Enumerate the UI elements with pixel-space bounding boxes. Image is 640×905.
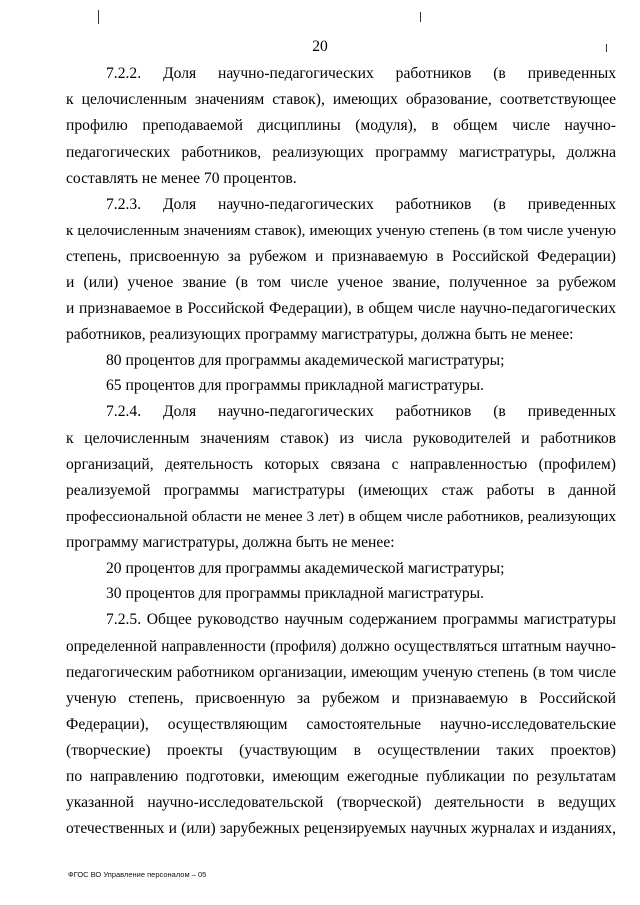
text-line: 20 процентов для программы академической магистратуры;	[106, 560, 505, 577]
text-line: и (или) ученое звание (в том числе ученое звание, полученное за рубежом	[66, 274, 616, 291]
text-line: 80 процентов для программы академической магистратуры;	[106, 352, 505, 369]
text-line: к целочисленным значениям ставок), имеющих образование, соответствующее	[66, 91, 616, 108]
text-line: (творческие) проекты (участвующим в осуществлении таких проектов)	[66, 742, 616, 759]
text-line: составлять не менее 70 процентов.	[66, 170, 297, 187]
text-line: Федерации), осуществляющим самостоятельные научно-исследовательские	[66, 716, 616, 733]
text-line: педагогических работников, реализующих программу магистратуры, должна	[66, 144, 616, 161]
page-number: 20	[312, 38, 328, 55]
document-footer: ФГОС ВО Управление персоналом – 05	[68, 870, 207, 879]
text-line: 65 процентов для программы прикладной магистратуры.	[106, 377, 484, 394]
text-line: 7.2.2. Доля научно-педагогических работников (в приведенных	[106, 65, 616, 82]
text-line: отечественных и (или) зарубежных рецензируемых научных журналах и изданиях,	[66, 820, 616, 837]
text-line: реализуемой программы магистратуры (имеющих стаж работы в данной	[66, 482, 616, 499]
text-line: работников, реализующих программу магистратуры, должна быть не менее:	[66, 326, 574, 343]
text-line: к целочисленным значениям ставок), имеющих ученую степень (в том числе ученую	[66, 223, 616, 239]
text-line: указанной научно-исследовательской (творческой) деятельности в ведущих	[66, 794, 616, 811]
text-line: 7.2.3. Доля научно-педагогических работников (в приведенных	[106, 196, 616, 213]
scan-mark	[420, 12, 421, 22]
text-line: по направлению подготовки, имеющим ежегодные публикации по результатам	[66, 768, 616, 785]
text-line: и признаваемое в Российской Федерации), в общем числе научно-педагогических	[66, 300, 616, 317]
text-line: степень, присвоенную за рубежом и признаваемую в Российской Федерации)	[66, 248, 616, 265]
text-line: программу магистратуры, должна быть не менее:	[66, 534, 395, 551]
text-line: организаций, деятельность которых связана с направленностью (профилем)	[66, 456, 616, 473]
text-line: ученую степень, присвоенную за рубежом и признаваемую в Российской	[66, 690, 616, 707]
text-line: профилю преподаваемой дисциплины (модуля), в общем числе научно-	[66, 117, 616, 134]
text-line: 30 процентов для программы прикладной магистратуры.	[106, 585, 484, 602]
text-line: 7.2.5. Общее руководство научным содержанием программы магистратуры	[106, 611, 616, 628]
text-line: профессиональной области не менее 3 лет) в общем числе работников, реализующих	[66, 509, 616, 525]
text-line: 7.2.4. Доля научно-педагогических работников (в приведенных	[106, 403, 616, 420]
scan-mark	[98, 10, 99, 24]
text-line: педагогическим работником организации, имеющим ученую степень (в том числе	[66, 664, 616, 681]
text-line: к целочисленным значениям ставок) из числа руководителей и работников	[66, 430, 616, 447]
text-line: определенной направленности (профиля) должно осуществляться штатным научно-	[66, 638, 616, 655]
